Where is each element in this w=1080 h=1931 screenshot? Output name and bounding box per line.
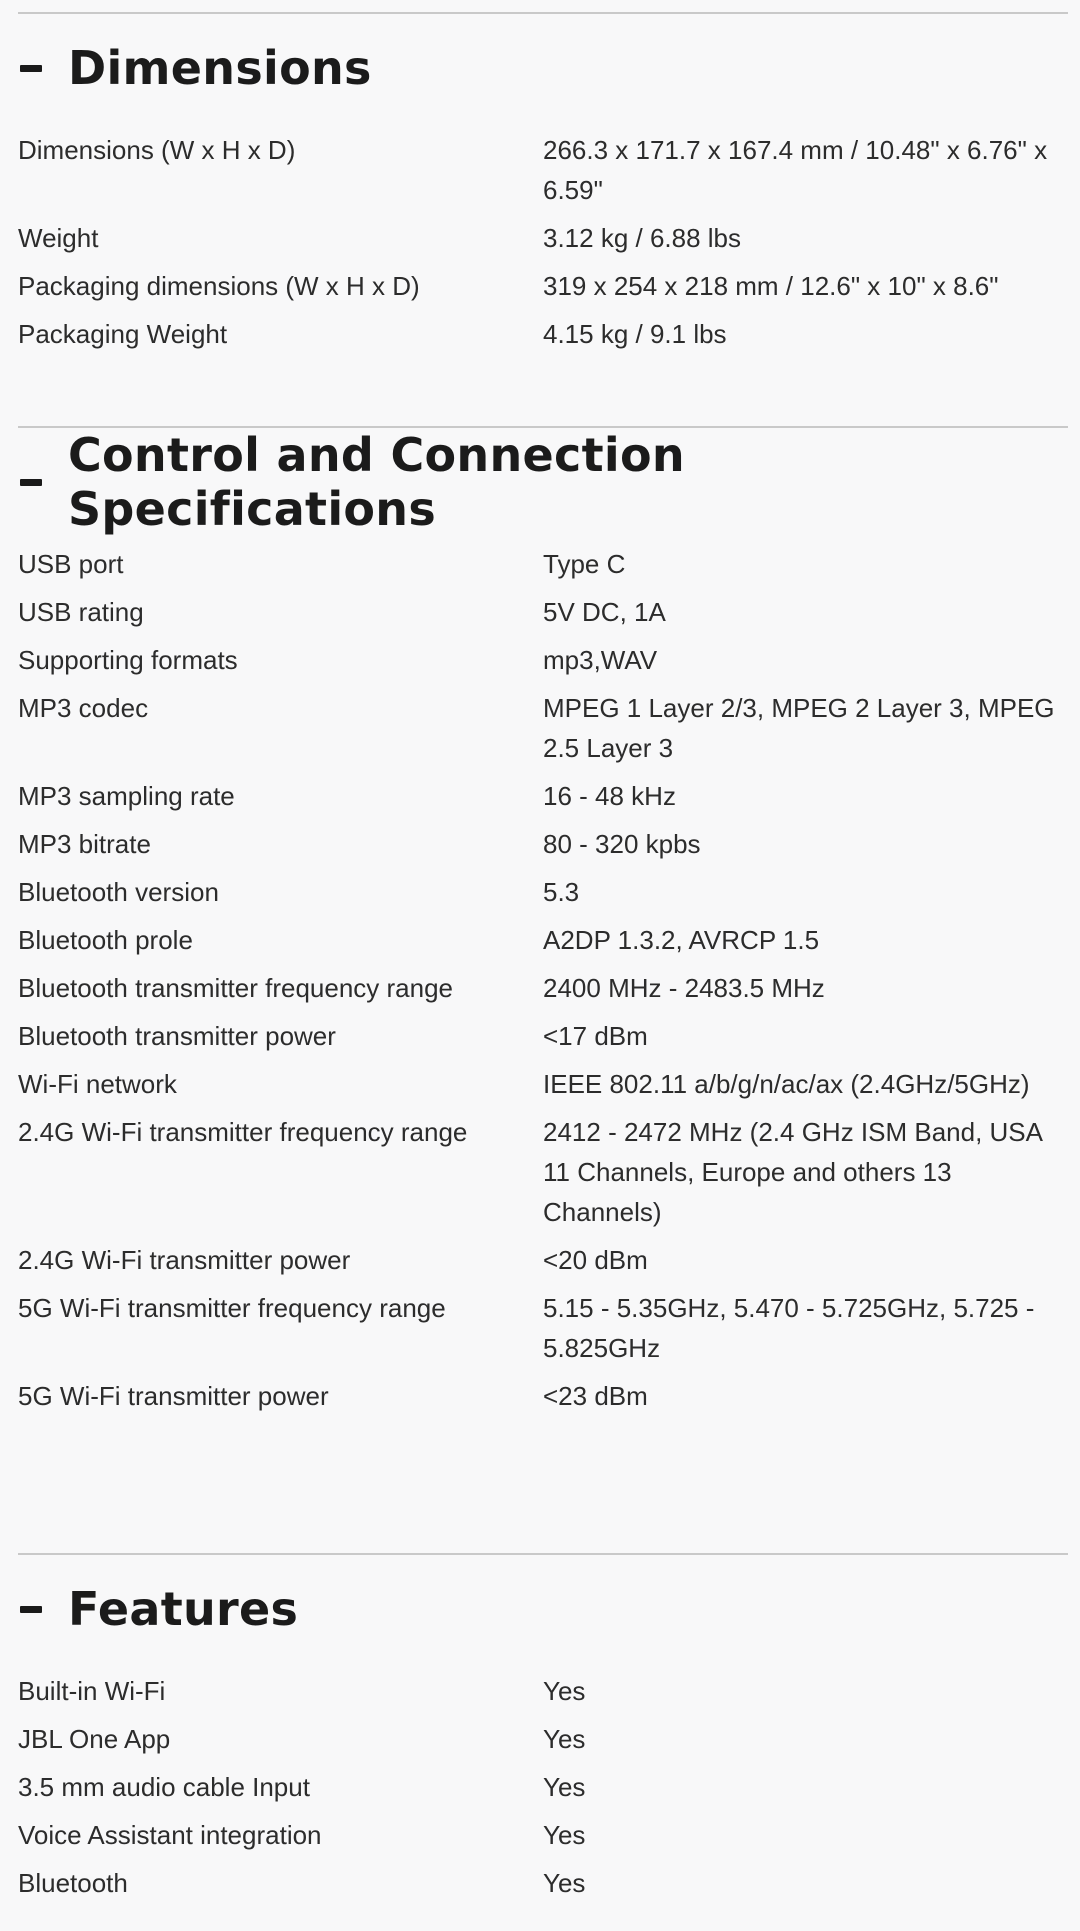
section-title: Features <box>68 1582 299 1636</box>
spec-row <box>18 592 1068 632</box>
spec-value: Yes <box>543 1820 586 1850</box>
spec-row <box>18 1863 1068 1903</box>
spec-label: 2.4G Wi-Fi transmitter power <box>18 1245 351 1275</box>
spec-row <box>18 1719 1068 1759</box>
spec-row <box>18 130 1068 210</box>
spec-value: mp3,WAV <box>543 645 658 675</box>
spec-label: 2.4G Wi-Fi transmitter frequency range <box>18 1117 468 1147</box>
spec-row <box>18 688 1068 768</box>
features-section <box>18 1553 1068 1911</box>
spec-value: <20 dBm <box>543 1245 648 1275</box>
section-divider <box>18 1553 1068 1555</box>
spec-row <box>18 640 1068 680</box>
spec-value: 2412 - 2472 MHz (2.4 GHz ISM Band, USA 11 Channels, Europe and others 13 Channels) <box>543 1117 1042 1227</box>
spec-label: Dimensions (W x H x D) <box>18 135 296 165</box>
section-title: Dimensions <box>68 41 372 95</box>
spec-row <box>18 1376 1068 1416</box>
spec-label: 5G Wi-Fi transmitter power <box>18 1381 329 1411</box>
spec-row <box>18 218 1068 258</box>
spec-row <box>18 1064 1068 1104</box>
control-connection-section <box>18 426 1068 1424</box>
spec-label: Packaging Weight <box>18 319 228 349</box>
spec-label: Packaging dimensions (W x H x D) <box>18 271 420 301</box>
spec-label: 3.5 mm audio cable Input <box>18 1772 310 1802</box>
spec-label: Bluetooth <box>18 1868 128 1898</box>
control-connection-section-toggle[interactable] <box>18 428 1068 536</box>
spec-label: JBL One App <box>18 1724 171 1754</box>
features-section-toggle[interactable] <box>18 1569 1068 1649</box>
dimensions-section <box>18 12 1068 362</box>
spec-row <box>18 1815 1068 1855</box>
spec-value: MPEG 1 Layer 2/3, MPEG 2 Layer 3, MPEG 2.5 Layer 3 <box>543 693 1055 763</box>
spec-row <box>18 544 1068 584</box>
spec-value: 5.15 - 5.35GHz, 5.470 - 5.725GHz, 5.725 - 5.825GHz <box>543 1293 1035 1363</box>
spec-value: A2DP 1.3.2, AVRCP 1.5 <box>543 925 820 955</box>
spec-value: <23 dBm <box>543 1381 648 1411</box>
spec-row <box>18 1112 1068 1232</box>
spec-row <box>18 1288 1068 1368</box>
section-divider <box>18 12 1068 14</box>
spec-label: Supporting formats <box>18 645 238 675</box>
spec-value: 80 - 320 kpbs <box>543 829 701 859</box>
spec-value: 266.3 x 171.7 x 167.4 mm / 10.48" x 6.76" x 6.59" <box>543 135 1048 205</box>
spec-value: 16 - 48 kHz <box>543 781 676 811</box>
spec-row <box>18 314 1068 354</box>
spec-row <box>18 266 1068 306</box>
spec-row <box>18 1016 1068 1056</box>
spec-label: Bluetooth version <box>18 877 219 907</box>
spec-value: Yes <box>543 1772 586 1802</box>
dimensions-section-toggle[interactable] <box>18 28 1068 108</box>
minus-icon <box>20 65 42 72</box>
spec-value: Yes <box>543 1724 586 1754</box>
spec-value: 4.15 kg / 9.1 lbs <box>543 319 727 349</box>
spec-label: 5G Wi-Fi transmitter frequency range <box>18 1293 446 1323</box>
section-title: Control and Connection Specifications <box>67 428 685 536</box>
spec-label: USB port <box>18 549 124 579</box>
spec-row <box>18 920 1068 960</box>
spec-label: MP3 bitrate <box>18 829 151 859</box>
spec-value: 3.12 kg / 6.88 lbs <box>543 223 742 253</box>
minus-icon <box>20 479 42 486</box>
spec-value: 319 x 254 x 218 mm / 12.6" x 10" x 8.6" <box>543 271 999 301</box>
minus-icon <box>20 1606 42 1613</box>
spec-label: Bluetooth transmitter frequency range <box>18 973 454 1003</box>
spec-value: Type C <box>543 549 626 579</box>
spec-value: 5.3 <box>543 877 580 907</box>
spec-row <box>18 824 1068 864</box>
spec-row <box>18 968 1068 1008</box>
spec-label: USB rating <box>18 597 144 627</box>
spec-value: Yes <box>543 1868 586 1898</box>
spec-row <box>18 776 1068 816</box>
spec-label: Weight <box>18 223 99 253</box>
spec-label: MP3 sampling rate <box>18 781 235 811</box>
spec-label: Bluetooth transmitter power <box>18 1021 336 1051</box>
spec-label: Voice Assistant integration <box>18 1820 322 1850</box>
spec-row <box>18 1240 1068 1280</box>
spec-row <box>18 1671 1068 1711</box>
spec-label: Wi-Fi network <box>18 1069 177 1099</box>
spec-value: IEEE 802.11 a/b/g/n/ac/ax (2.4GHz/5GHz) <box>543 1069 1030 1099</box>
spec-label: Bluetooth prole <box>18 925 193 955</box>
spec-label: Built-in Wi-Fi <box>18 1676 166 1706</box>
spec-row <box>18 872 1068 912</box>
spec-value: <17 dBm <box>543 1021 648 1051</box>
spec-value: Yes <box>543 1676 586 1706</box>
spec-value: 2400 MHz - 2483.5 MHz <box>543 973 825 1003</box>
spec-row <box>18 1767 1068 1807</box>
spec-label: MP3 codec <box>18 693 149 723</box>
spec-value: 5V DC, 1A <box>543 597 666 627</box>
